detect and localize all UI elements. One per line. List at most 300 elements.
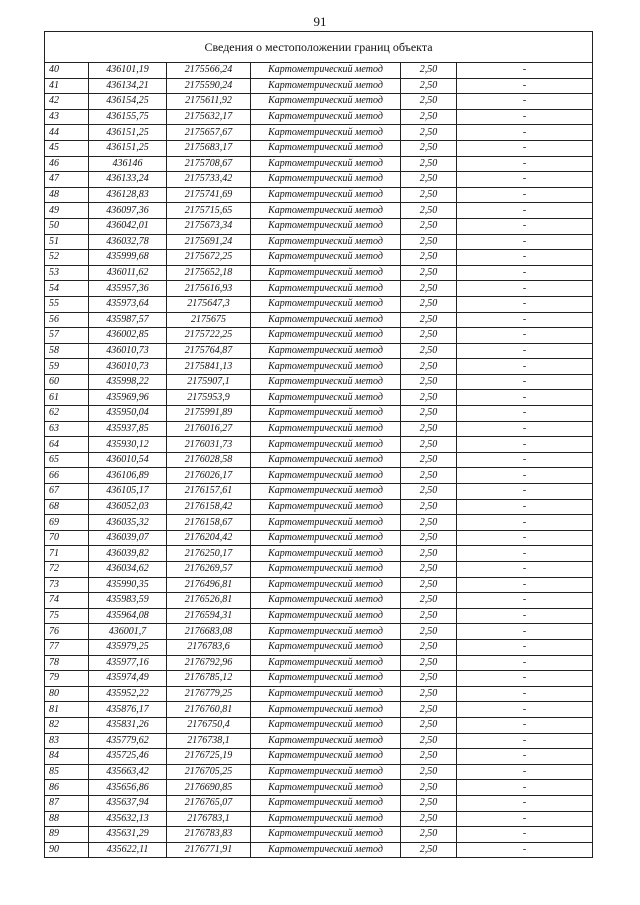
x-coordinate-cell: 435663,42 <box>89 764 167 780</box>
table-row <box>45 702 593 718</box>
x-coordinate-cell: 435952,22 <box>89 686 167 702</box>
table-row <box>45 125 593 141</box>
description-cell: - <box>457 172 593 188</box>
point-number-cell: 50 <box>45 218 89 234</box>
x-coordinate-cell: 436154,25 <box>89 94 167 110</box>
point-number-cell: 62 <box>45 406 89 422</box>
method-cell: Картометрический метод <box>251 546 401 562</box>
table-row <box>45 78 593 94</box>
table-row <box>45 390 593 406</box>
point-number-cell: 82 <box>45 717 89 733</box>
table-row <box>45 842 593 858</box>
description-cell: - <box>457 733 593 749</box>
description-cell: - <box>457 624 593 640</box>
y-coordinate-cell: 2176765,07 <box>167 795 251 811</box>
description-cell: - <box>457 795 593 811</box>
method-cell: Картометрический метод <box>251 125 401 141</box>
x-coordinate-cell: 436011,62 <box>89 265 167 281</box>
y-coordinate-cell: 2176269,57 <box>167 562 251 578</box>
description-cell: - <box>457 811 593 827</box>
description-cell: - <box>457 452 593 468</box>
method-cell: Картометрический метод <box>251 827 401 843</box>
y-coordinate-cell: 2176158,42 <box>167 499 251 515</box>
method-cell: Картометрический метод <box>251 328 401 344</box>
description-cell: - <box>457 140 593 156</box>
description-cell: - <box>457 265 593 281</box>
accuracy-cell: 2,50 <box>401 406 457 422</box>
point-number-cell: 42 <box>45 94 89 110</box>
method-cell: Картометрический метод <box>251 281 401 297</box>
x-coordinate-cell: 436010,54 <box>89 452 167 468</box>
point-number-cell: 54 <box>45 281 89 297</box>
table-row <box>45 827 593 843</box>
accuracy-cell: 2,50 <box>401 140 457 156</box>
description-cell: - <box>457 328 593 344</box>
y-coordinate-cell: 2176785,12 <box>167 671 251 687</box>
y-coordinate-cell: 2176779,25 <box>167 686 251 702</box>
x-coordinate-cell: 435973,64 <box>89 296 167 312</box>
method-cell: Картометрический метод <box>251 499 401 515</box>
method-cell: Картометрический метод <box>251 795 401 811</box>
x-coordinate-cell: 435779,62 <box>89 733 167 749</box>
x-coordinate-cell: 435632,13 <box>89 811 167 827</box>
table-row <box>45 733 593 749</box>
y-coordinate-cell: 2175708,67 <box>167 156 251 172</box>
table-row <box>45 686 593 702</box>
boundary-table-container <box>44 31 592 858</box>
point-number-cell: 88 <box>45 811 89 827</box>
y-coordinate-cell: 2176783,1 <box>167 811 251 827</box>
x-coordinate-cell: 435957,36 <box>89 281 167 297</box>
x-coordinate-cell: 435969,96 <box>89 390 167 406</box>
table-row <box>45 499 593 515</box>
point-number-cell: 64 <box>45 437 89 453</box>
accuracy-cell: 2,50 <box>401 281 457 297</box>
table-row <box>45 562 593 578</box>
table-row <box>45 515 593 531</box>
description-cell: - <box>457 717 593 733</box>
y-coordinate-cell: 2176690,85 <box>167 780 251 796</box>
method-cell: Картометрический метод <box>251 702 401 718</box>
method-cell: Картометрический метод <box>251 468 401 484</box>
accuracy-cell: 2,50 <box>401 639 457 655</box>
accuracy-cell: 2,50 <box>401 484 457 500</box>
description-cell: - <box>457 562 593 578</box>
accuracy-cell: 2,50 <box>401 515 457 531</box>
method-cell: Картометрический метод <box>251 234 401 250</box>
point-number-cell: 53 <box>45 265 89 281</box>
y-coordinate-cell: 2175616,93 <box>167 281 251 297</box>
point-number-cell: 79 <box>45 671 89 687</box>
description-cell: - <box>457 515 593 531</box>
accuracy-cell: 2,50 <box>401 234 457 250</box>
y-coordinate-cell: 2176016,27 <box>167 421 251 437</box>
table-row <box>45 203 593 219</box>
x-coordinate-cell: 435974,49 <box>89 671 167 687</box>
description-cell: - <box>457 639 593 655</box>
y-coordinate-cell: 2176738,1 <box>167 733 251 749</box>
y-coordinate-cell: 2175647,3 <box>167 296 251 312</box>
table-caption-row <box>45 32 593 63</box>
point-number-cell: 75 <box>45 608 89 624</box>
description-cell: - <box>457 593 593 609</box>
point-number-cell: 67 <box>45 484 89 500</box>
y-coordinate-cell: 2175764,87 <box>167 343 251 359</box>
method-cell: Картометрический метод <box>251 686 401 702</box>
description-cell: - <box>457 764 593 780</box>
method-cell: Картометрический метод <box>251 515 401 531</box>
description-cell: - <box>457 296 593 312</box>
method-cell: Картометрический метод <box>251 78 401 94</box>
point-number-cell: 46 <box>45 156 89 172</box>
description-cell: - <box>457 655 593 671</box>
table-row <box>45 811 593 827</box>
point-number-cell: 51 <box>45 234 89 250</box>
y-coordinate-cell: 2176705,25 <box>167 764 251 780</box>
description-cell: - <box>457 530 593 546</box>
y-coordinate-cell: 2176526,81 <box>167 593 251 609</box>
y-coordinate-cell: 2175841,13 <box>167 359 251 375</box>
method-cell: Картометрический метод <box>251 717 401 733</box>
accuracy-cell: 2,50 <box>401 624 457 640</box>
y-coordinate-cell: 2176783,83 <box>167 827 251 843</box>
table-row <box>45 265 593 281</box>
description-cell: - <box>457 125 593 141</box>
point-number-cell: 71 <box>45 546 89 562</box>
x-coordinate-cell: 436052,03 <box>89 499 167 515</box>
y-coordinate-cell: 2176792,96 <box>167 655 251 671</box>
table-row <box>45 421 593 437</box>
table-row <box>45 780 593 796</box>
x-coordinate-cell: 435983,59 <box>89 593 167 609</box>
table-row <box>45 764 593 780</box>
method-cell: Картометрический метод <box>251 530 401 546</box>
description-cell: - <box>457 499 593 515</box>
x-coordinate-cell: 436128,83 <box>89 187 167 203</box>
accuracy-cell: 2,50 <box>401 795 457 811</box>
x-coordinate-cell: 435876,17 <box>89 702 167 718</box>
x-coordinate-cell: 435637,94 <box>89 795 167 811</box>
method-cell: Картометрический метод <box>251 484 401 500</box>
y-coordinate-cell: 2175907,1 <box>167 374 251 390</box>
table-row <box>45 639 593 655</box>
point-number-cell: 63 <box>45 421 89 437</box>
description-cell: - <box>457 281 593 297</box>
method-cell: Картометрический метод <box>251 655 401 671</box>
accuracy-cell: 2,50 <box>401 530 457 546</box>
x-coordinate-cell: 436151,25 <box>89 140 167 156</box>
y-coordinate-cell: 2175675 <box>167 312 251 328</box>
point-number-cell: 59 <box>45 359 89 375</box>
accuracy-cell: 2,50 <box>401 203 457 219</box>
table-row <box>45 546 593 562</box>
accuracy-cell: 2,50 <box>401 780 457 796</box>
description-cell: - <box>457 374 593 390</box>
description-cell: - <box>457 827 593 843</box>
accuracy-cell: 2,50 <box>401 296 457 312</box>
y-coordinate-cell: 2175733,42 <box>167 172 251 188</box>
x-coordinate-cell: 435831,26 <box>89 717 167 733</box>
y-coordinate-cell: 2175741,69 <box>167 187 251 203</box>
method-cell: Картометрический метод <box>251 265 401 281</box>
method-cell: Картометрический метод <box>251 218 401 234</box>
accuracy-cell: 2,50 <box>401 546 457 562</box>
y-coordinate-cell: 2176760,81 <box>167 702 251 718</box>
accuracy-cell: 2,50 <box>401 78 457 94</box>
accuracy-cell: 2,50 <box>401 172 457 188</box>
description-cell: - <box>457 842 593 858</box>
method-cell: Картометрический метод <box>251 624 401 640</box>
description-cell: - <box>457 421 593 437</box>
point-number-cell: 74 <box>45 593 89 609</box>
description-cell: - <box>457 156 593 172</box>
accuracy-cell: 2,50 <box>401 156 457 172</box>
x-coordinate-cell: 435977,16 <box>89 655 167 671</box>
y-coordinate-cell: 2175652,18 <box>167 265 251 281</box>
y-coordinate-cell: 2176496,81 <box>167 577 251 593</box>
method-cell: Картометрический метод <box>251 203 401 219</box>
method-cell: Картометрический метод <box>251 562 401 578</box>
y-coordinate-cell: 2176157,61 <box>167 484 251 500</box>
y-coordinate-cell: 2176725,19 <box>167 749 251 765</box>
point-number-cell: 66 <box>45 468 89 484</box>
point-number-cell: 61 <box>45 390 89 406</box>
description-cell: - <box>457 109 593 125</box>
accuracy-cell: 2,50 <box>401 452 457 468</box>
y-coordinate-cell: 2175953,9 <box>167 390 251 406</box>
point-number-cell: 47 <box>45 172 89 188</box>
point-number-cell: 40 <box>45 63 89 79</box>
accuracy-cell: 2,50 <box>401 686 457 702</box>
table-row <box>45 172 593 188</box>
accuracy-cell: 2,50 <box>401 312 457 328</box>
accuracy-cell: 2,50 <box>401 390 457 406</box>
point-number-cell: 80 <box>45 686 89 702</box>
y-coordinate-cell: 2175590,24 <box>167 78 251 94</box>
accuracy-cell: 2,50 <box>401 421 457 437</box>
table-row <box>45 94 593 110</box>
table-row <box>45 63 593 79</box>
table-row <box>45 671 593 687</box>
point-number-cell: 52 <box>45 250 89 266</box>
table-row <box>45 608 593 624</box>
y-coordinate-cell: 2176158,67 <box>167 515 251 531</box>
table-row <box>45 312 593 328</box>
accuracy-cell: 2,50 <box>401 94 457 110</box>
method-cell: Картометрический метод <box>251 452 401 468</box>
x-coordinate-cell: 435979,25 <box>89 639 167 655</box>
accuracy-cell: 2,50 <box>401 250 457 266</box>
y-coordinate-cell: 2176783,6 <box>167 639 251 655</box>
point-number-cell: 73 <box>45 577 89 593</box>
y-coordinate-cell: 2176771,91 <box>167 842 251 858</box>
y-coordinate-cell: 2175632,17 <box>167 109 251 125</box>
accuracy-cell: 2,50 <box>401 764 457 780</box>
x-coordinate-cell: 435930,12 <box>89 437 167 453</box>
description-cell: - <box>457 218 593 234</box>
method-cell: Картометрический метод <box>251 842 401 858</box>
x-coordinate-cell: 435950,04 <box>89 406 167 422</box>
point-number-cell: 43 <box>45 109 89 125</box>
point-number-cell: 90 <box>45 842 89 858</box>
x-coordinate-cell: 436042,01 <box>89 218 167 234</box>
accuracy-cell: 2,50 <box>401 749 457 765</box>
table-row <box>45 655 593 671</box>
method-cell: Картометрический метод <box>251 811 401 827</box>
y-coordinate-cell: 2175715,65 <box>167 203 251 219</box>
point-number-cell: 89 <box>45 827 89 843</box>
accuracy-cell: 2,50 <box>401 577 457 593</box>
accuracy-cell: 2,50 <box>401 671 457 687</box>
table-row <box>45 359 593 375</box>
method-cell: Картометрический метод <box>251 296 401 312</box>
table-row <box>45 795 593 811</box>
accuracy-cell: 2,50 <box>401 655 457 671</box>
point-number-cell: 81 <box>45 702 89 718</box>
y-coordinate-cell: 2176250,17 <box>167 546 251 562</box>
x-coordinate-cell: 435964,08 <box>89 608 167 624</box>
point-number-cell: 57 <box>45 328 89 344</box>
table-row <box>45 530 593 546</box>
table-row <box>45 250 593 266</box>
table-row <box>45 593 593 609</box>
description-cell: - <box>457 577 593 593</box>
table-row <box>45 343 593 359</box>
y-coordinate-cell: 2176683,08 <box>167 624 251 640</box>
y-coordinate-cell: 2176204,42 <box>167 530 251 546</box>
point-number-cell: 78 <box>45 655 89 671</box>
point-number-cell: 58 <box>45 343 89 359</box>
point-number-cell: 76 <box>45 624 89 640</box>
point-number-cell: 60 <box>45 374 89 390</box>
accuracy-cell: 2,50 <box>401 125 457 141</box>
description-cell: - <box>457 94 593 110</box>
accuracy-cell: 2,50 <box>401 827 457 843</box>
x-coordinate-cell: 435631,29 <box>89 827 167 843</box>
point-number-cell: 68 <box>45 499 89 515</box>
description-cell: - <box>457 484 593 500</box>
x-coordinate-cell: 436039,82 <box>89 546 167 562</box>
table-row <box>45 156 593 172</box>
y-coordinate-cell: 2176750,4 <box>167 717 251 733</box>
table-body <box>45 63 593 858</box>
method-cell: Картометрический метод <box>251 156 401 172</box>
y-coordinate-cell: 2175611,92 <box>167 94 251 110</box>
accuracy-cell: 2,50 <box>401 842 457 858</box>
table-row <box>45 624 593 640</box>
table-row <box>45 577 593 593</box>
description-cell: - <box>457 63 593 79</box>
table-row <box>45 218 593 234</box>
table-row <box>45 109 593 125</box>
table-row <box>45 234 593 250</box>
accuracy-cell: 2,50 <box>401 717 457 733</box>
x-coordinate-cell: 435725,46 <box>89 749 167 765</box>
x-coordinate-cell: 436032,78 <box>89 234 167 250</box>
accuracy-cell: 2,50 <box>401 63 457 79</box>
accuracy-cell: 2,50 <box>401 374 457 390</box>
point-number-cell: 44 <box>45 125 89 141</box>
x-coordinate-cell: 436001,7 <box>89 624 167 640</box>
y-coordinate-cell: 2175657,67 <box>167 125 251 141</box>
point-number-cell: 70 <box>45 530 89 546</box>
table-row <box>45 296 593 312</box>
point-number-cell: 48 <box>45 187 89 203</box>
y-coordinate-cell: 2175566,24 <box>167 63 251 79</box>
table-row <box>45 717 593 733</box>
method-cell: Картометрический метод <box>251 671 401 687</box>
point-number-cell: 86 <box>45 780 89 796</box>
accuracy-cell: 2,50 <box>401 468 457 484</box>
description-cell: - <box>457 343 593 359</box>
y-coordinate-cell: 2176594,31 <box>167 608 251 624</box>
accuracy-cell: 2,50 <box>401 811 457 827</box>
y-coordinate-cell: 2176026,17 <box>167 468 251 484</box>
y-coordinate-cell: 2176028,58 <box>167 452 251 468</box>
method-cell: Картометрический метод <box>251 390 401 406</box>
y-coordinate-cell: 2175722,25 <box>167 328 251 344</box>
accuracy-cell: 2,50 <box>401 733 457 749</box>
accuracy-cell: 2,50 <box>401 359 457 375</box>
point-number-cell: 65 <box>45 452 89 468</box>
description-cell: - <box>457 234 593 250</box>
table-row <box>45 437 593 453</box>
description-cell: - <box>457 312 593 328</box>
method-cell: Картометрический метод <box>251 63 401 79</box>
y-coordinate-cell: 2175683,17 <box>167 140 251 156</box>
accuracy-cell: 2,50 <box>401 109 457 125</box>
method-cell: Картометрический метод <box>251 437 401 453</box>
accuracy-cell: 2,50 <box>401 187 457 203</box>
method-cell: Картометрический метод <box>251 406 401 422</box>
point-number-cell: 41 <box>45 78 89 94</box>
description-cell: - <box>457 671 593 687</box>
point-number-cell: 55 <box>45 296 89 312</box>
table-row <box>45 328 593 344</box>
method-cell: Картометрический метод <box>251 172 401 188</box>
x-coordinate-cell: 436035,32 <box>89 515 167 531</box>
description-cell: - <box>457 608 593 624</box>
table-row <box>45 468 593 484</box>
x-coordinate-cell: 436101,19 <box>89 63 167 79</box>
x-coordinate-cell: 435999,68 <box>89 250 167 266</box>
table-row <box>45 749 593 765</box>
x-coordinate-cell: 435987,57 <box>89 312 167 328</box>
description-cell: - <box>457 749 593 765</box>
y-coordinate-cell: 2175691,24 <box>167 234 251 250</box>
page-number: 91 <box>313 14 327 29</box>
method-cell: Картометрический метод <box>251 374 401 390</box>
x-coordinate-cell: 435998,22 <box>89 374 167 390</box>
boundary-coordinates-table <box>44 31 593 858</box>
method-cell: Картометрический метод <box>251 312 401 328</box>
accuracy-cell: 2,50 <box>401 562 457 578</box>
description-cell: - <box>457 203 593 219</box>
accuracy-cell: 2,50 <box>401 343 457 359</box>
description-cell: - <box>457 78 593 94</box>
method-cell: Картометрический метод <box>251 749 401 765</box>
point-number-cell: 49 <box>45 203 89 219</box>
description-cell: - <box>457 780 593 796</box>
accuracy-cell: 2,50 <box>401 437 457 453</box>
x-coordinate-cell: 436155,75 <box>89 109 167 125</box>
x-coordinate-cell: 436097,36 <box>89 203 167 219</box>
accuracy-cell: 2,50 <box>401 328 457 344</box>
point-number-cell: 85 <box>45 764 89 780</box>
method-cell: Картометрический метод <box>251 359 401 375</box>
x-coordinate-cell: 436106,89 <box>89 468 167 484</box>
method-cell: Картометрический метод <box>251 593 401 609</box>
